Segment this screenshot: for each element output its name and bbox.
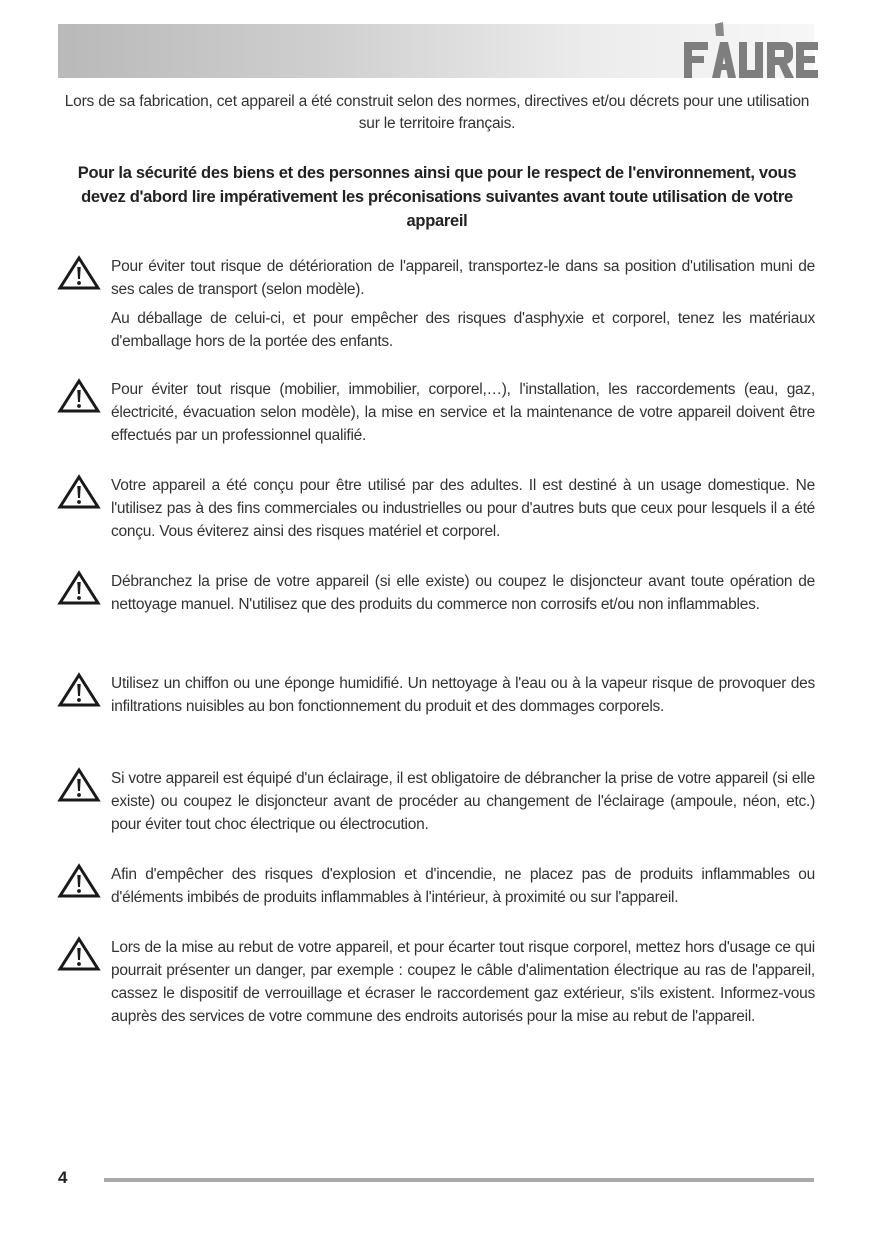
warning-triangle-icon xyxy=(57,570,101,606)
brand-text: FAURE xyxy=(676,20,680,21)
warning-paragraph: Afin d'empêcher des risques d'explosion et d'incendie, ne placez pas de produits inflammables ou d'éléments imbibés de produits inflammables à l'intérieur, à proximité ou sur l'appareil. xyxy=(111,866,815,906)
warning-paragraph: Si votre appareil est équipé d'un éclairage, il est obligatoire de débrancher la prise de votre appareil (si elle existe) ou coupez le disjoncteur avant de procéder au changement de l'éclairage (ampoule, néon, etc.) pour éviter tout choc électrique ou électrocution. xyxy=(111,770,815,833)
warning-triangle-icon xyxy=(57,255,101,291)
warning-paragraph: Utilisez un chiffon ou une éponge humidifié. Un nettoyage à l'eau ou à la vapeur risque de provoquer des infiltrations nuisibles au bon fonctionnement du produit et des dommages corporels. xyxy=(111,675,815,715)
warning-triangle-icon xyxy=(57,474,101,510)
warning-triangle-icon xyxy=(57,672,101,708)
intro-text: Lors de sa fabrication, cet appareil a été construit selon des normes, directives et/ou décrets pour une utilisation sur le territoire français. xyxy=(64,93,810,132)
warning-text xyxy=(111,936,815,1034)
warning-text xyxy=(111,863,815,915)
warning-triangle-icon xyxy=(57,863,101,899)
page-number: 4 xyxy=(58,1168,68,1187)
warning-paragraph: Au déballage de celui-ci, et pour empêcher des risques d'asphyxie et corporel, tenez les matériaux d'emballage hors de la portée des enfants. xyxy=(111,310,815,350)
warning-paragraph: Votre appareil a été conçu pour être utilisé par des adultes. Il est destiné à un usage domestique. Ne l'utilisez pas à des fins commerciales ou industrielles ou pour d'autres buts que ceux pour lesquels il a été conçu. Vous éviterez ainsi des risques matériel et corporel. xyxy=(111,477,815,540)
warning-triangle-icon xyxy=(57,378,101,414)
warning-paragraph: Pour éviter tout risque (mobilier, immobilier, corporel,…), l'installation, les raccordements (eau, gaz, électricité, évacuation selon modèle), la mise en service et la maintenance de votre appareil doivent être effectués par un professionnel qualifié. xyxy=(111,381,815,444)
warning-text xyxy=(111,378,815,453)
footer-rule xyxy=(104,1178,814,1182)
warning-triangle-icon xyxy=(57,767,101,803)
warning-paragraph: Débranchez la prise de votre appareil (si elle existe) ou coupez le disjoncteur avant toute opération de nettoyage manuel. N'utilisez que des produits du commerce non corrosifs et/ou non inflammables. xyxy=(111,573,815,613)
warning-text xyxy=(111,570,815,622)
warning-text xyxy=(111,255,815,359)
warning-text xyxy=(111,474,815,549)
faure-logo xyxy=(676,20,818,80)
warning-text xyxy=(111,767,815,842)
safety-headline: Pour la sécurité des biens et des personnes ainsi que pour le respect de l'environnement, vous devez d'abord lire impérativement les préconisations suivantes avant toute utilisation de votre appareil xyxy=(77,164,797,230)
warning-paragraph: Pour éviter tout risque de détérioration de l'appareil, transportez-le dans sa position d'utilisation muni de ses cales de transport (selon modèle). xyxy=(111,258,815,298)
warning-paragraph: Lors de la mise au rebut de votre appareil, et pour écarter tout risque corporel, mettez hors d'usage ce qui pourrait présenter un danger, par exemple : coupez le câble d'alimentation électrique au ras de l'appareil, cassez le dispositif de verrouillage et écraser le raccordement gaz extérieur, s'ils existent. Informez-vous auprès des services de votre commune des endroits autorisés pour la mise au rebut de l'appareil. xyxy=(111,939,815,1025)
warning-triangle-icon xyxy=(57,936,101,972)
warning-text xyxy=(111,672,815,724)
